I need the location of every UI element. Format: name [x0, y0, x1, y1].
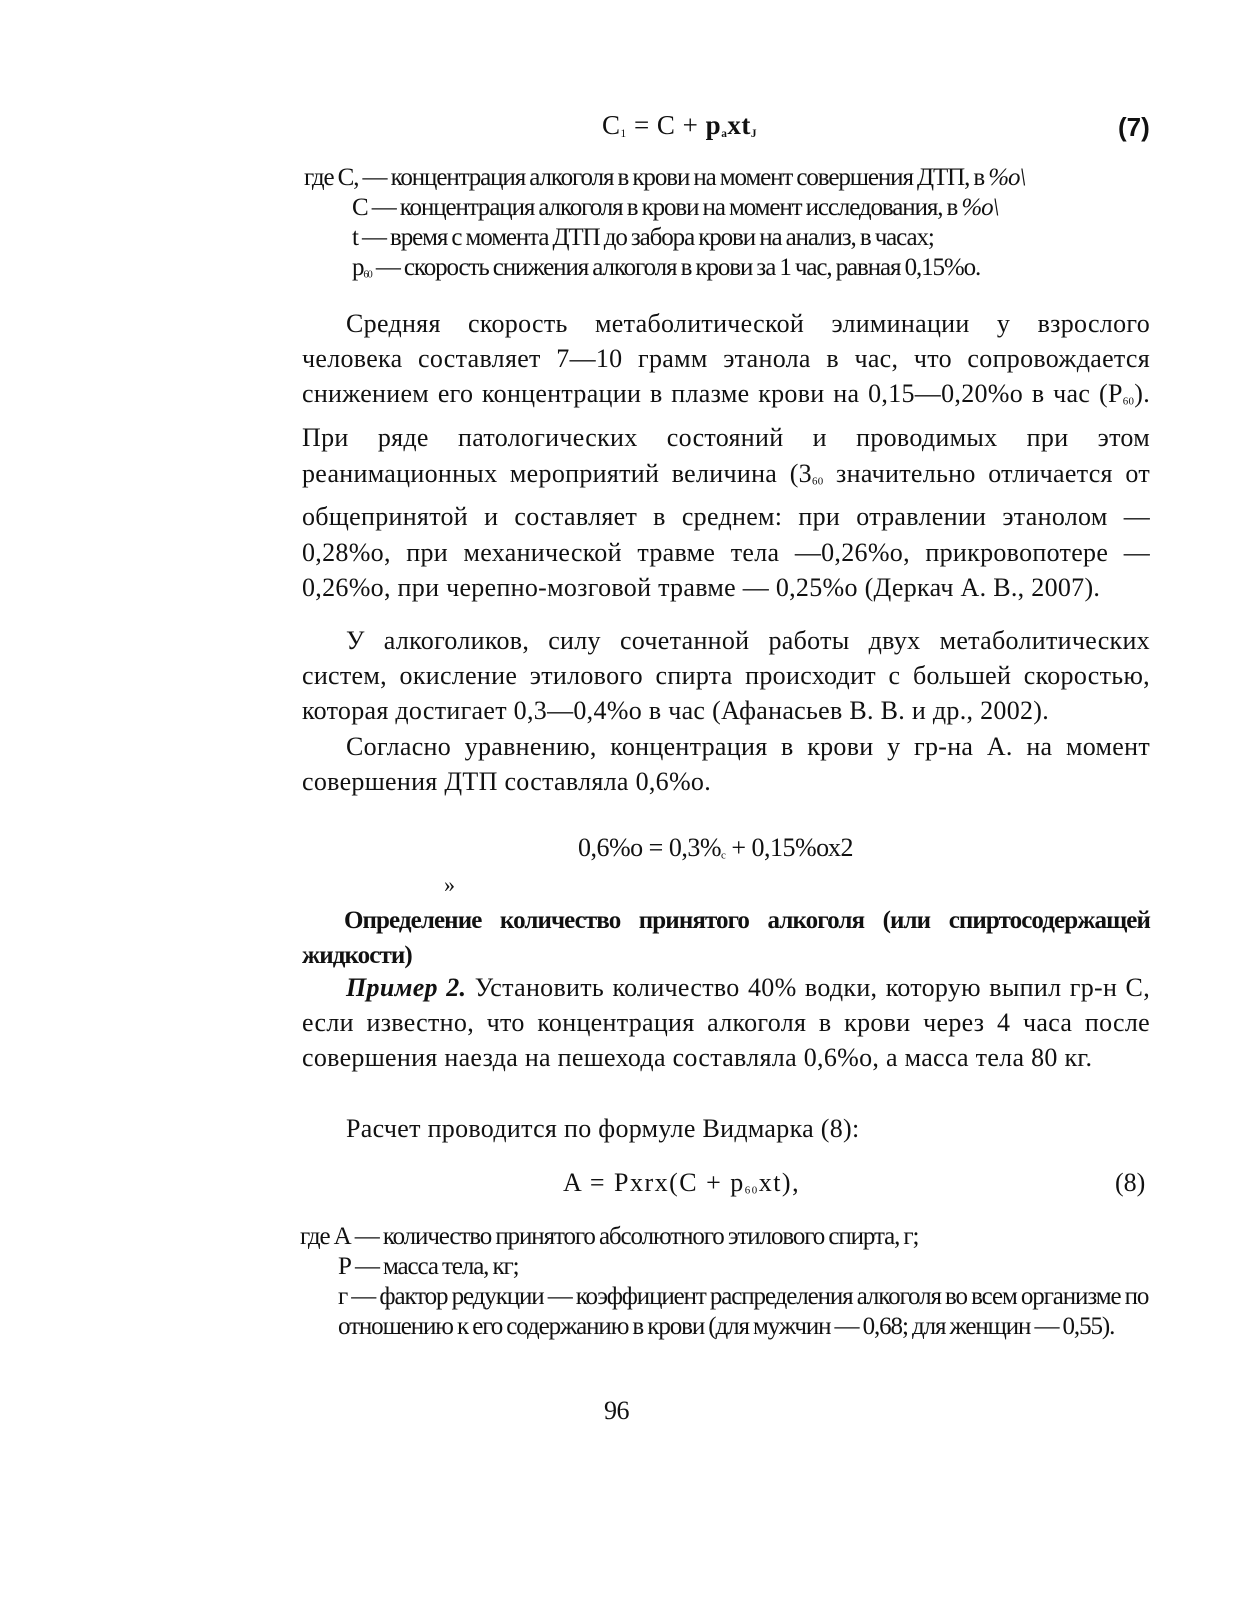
paragraph-equation-result	[302, 729, 1150, 799]
formula-8-expression	[563, 1168, 800, 1198]
formula-7	[0, 110, 1233, 150]
paragraph-text: Согласно уравнению, концентрация в крови у гр-на А. на момент совершения ДТП составляла 0,6%о.	[302, 732, 1150, 797]
formula-7-c1: C	[602, 110, 621, 140]
example-label: Пример 2.	[346, 973, 467, 1002]
paragraph-subscript: 60	[811, 475, 824, 488]
paragraph-elimination-rate	[302, 306, 1150, 605]
legend-line: где А — количество принятого абсолютного этилового спирта, г;	[300, 1223, 919, 1250]
formula-7-equals: = C +	[626, 110, 706, 140]
formula-calculation	[578, 833, 853, 863]
legend-symbol: р	[352, 254, 364, 281]
formula-text: + 0,15%ох2	[725, 833, 854, 862]
legend-subscript: 60	[363, 269, 372, 281]
formula-subscript: 60	[744, 1184, 759, 1197]
paragraph-example	[302, 970, 1150, 1076]
legend-line: г — фактор редукции — коэффициент распределения алкоголя во всем организме по отношению к его содержанию в крови (для мужчин — 0,68; для женщин — 0,55).	[338, 1283, 1149, 1340]
legend-text: С — концентрация алкоголя в крови на момент исследования, в	[352, 194, 962, 221]
formula-text: 0,6%о = 0,3%	[578, 833, 721, 862]
formula-8	[0, 1168, 1233, 1208]
legend-unit: %о\	[961, 194, 999, 221]
legend-text: — скорость снижения алкоголя в крови за 1 час, равная 0,15%о.	[371, 254, 981, 281]
formula-subscript: с	[720, 849, 726, 862]
legend-unit: %о\	[988, 164, 1026, 191]
formula-7-expression	[602, 110, 757, 141]
legend-line: t — время с момента ДТП до забора крови на анализ, в часах;	[352, 224, 934, 251]
paragraph-text: Средняя скорость метаболитической элиминации у взрослого человека составляет 7—10 грамм этанола в час, что сопровождается снижением его концентрации в плазме крови на 0,15—0,20%о в час (Р	[302, 309, 1150, 409]
formula-7-number: (7)	[1118, 112, 1150, 142]
formula-text: A = Pxrx(C + p	[563, 1168, 745, 1197]
paragraph-alcoholics	[302, 623, 1150, 729]
paragraph-text: У алкоголиков, силу сочетанной работы двух метаболитических систем, окисление этилового спирта происходит с большей скоростью, которая достигает 0,3—0,4%о в час (Афанасьев В. В. и др., 2002).	[302, 626, 1150, 726]
formula-7-xt: xt	[727, 110, 751, 140]
legend-text: где С, — концентрация алкоголя в крови на момент совершения ДТП, в	[304, 164, 989, 191]
stray-mark: »	[444, 872, 455, 897]
legend-line	[304, 193, 1164, 223]
formula-7-p: p	[705, 110, 722, 140]
legend-line: Р — масса тела, кг;	[338, 1253, 519, 1280]
formula-7-c1-subscript: 1	[620, 127, 627, 140]
legend-line	[304, 163, 1164, 193]
paragraph-text: ). При ряде патологических состояний и проводимых при этом реанимационных мероприятий величина (3	[302, 379, 1150, 488]
paragraph-text: Установить количество 40% водки, которую выпил гр-н С, если известно, что концентрация алкоголя в крови через 4 часа после совершения наезда на пешехода составляла 0,6%о, а масса тела 80 кг.	[302, 973, 1150, 1073]
formula-8-legend	[300, 1222, 1160, 1342]
formula-7-t-subscript: J	[750, 127, 758, 140]
formula-7-p-subscript: a	[721, 127, 728, 140]
formula-7-legend	[304, 163, 1164, 291]
paragraph-widmark-intro	[302, 1111, 1150, 1146]
paragraph-subscript: 60	[1122, 396, 1135, 409]
formula-text: xt),	[758, 1168, 801, 1197]
paragraph-text: Расчет проводится по формуле Видмарка (8):	[346, 1114, 860, 1143]
page-number: 96	[604, 1396, 629, 1425]
section-heading: Определение количество принятого алкоголя (или спиртосодержащей жидкости)	[302, 907, 1150, 969]
legend-line	[304, 253, 1164, 291]
paragraph-text: значительно отличается от общепринятой и составляет в среднем: при отравлении этанолом — 0,28%о, при механической травме тела —0,26%о, прикровопотере — 0,26%о, при черепно-мозговой травме — 0,25%о (Деркач А. В., 2007).	[302, 458, 1150, 602]
formula-8-number: (8)	[1115, 1168, 1146, 1197]
